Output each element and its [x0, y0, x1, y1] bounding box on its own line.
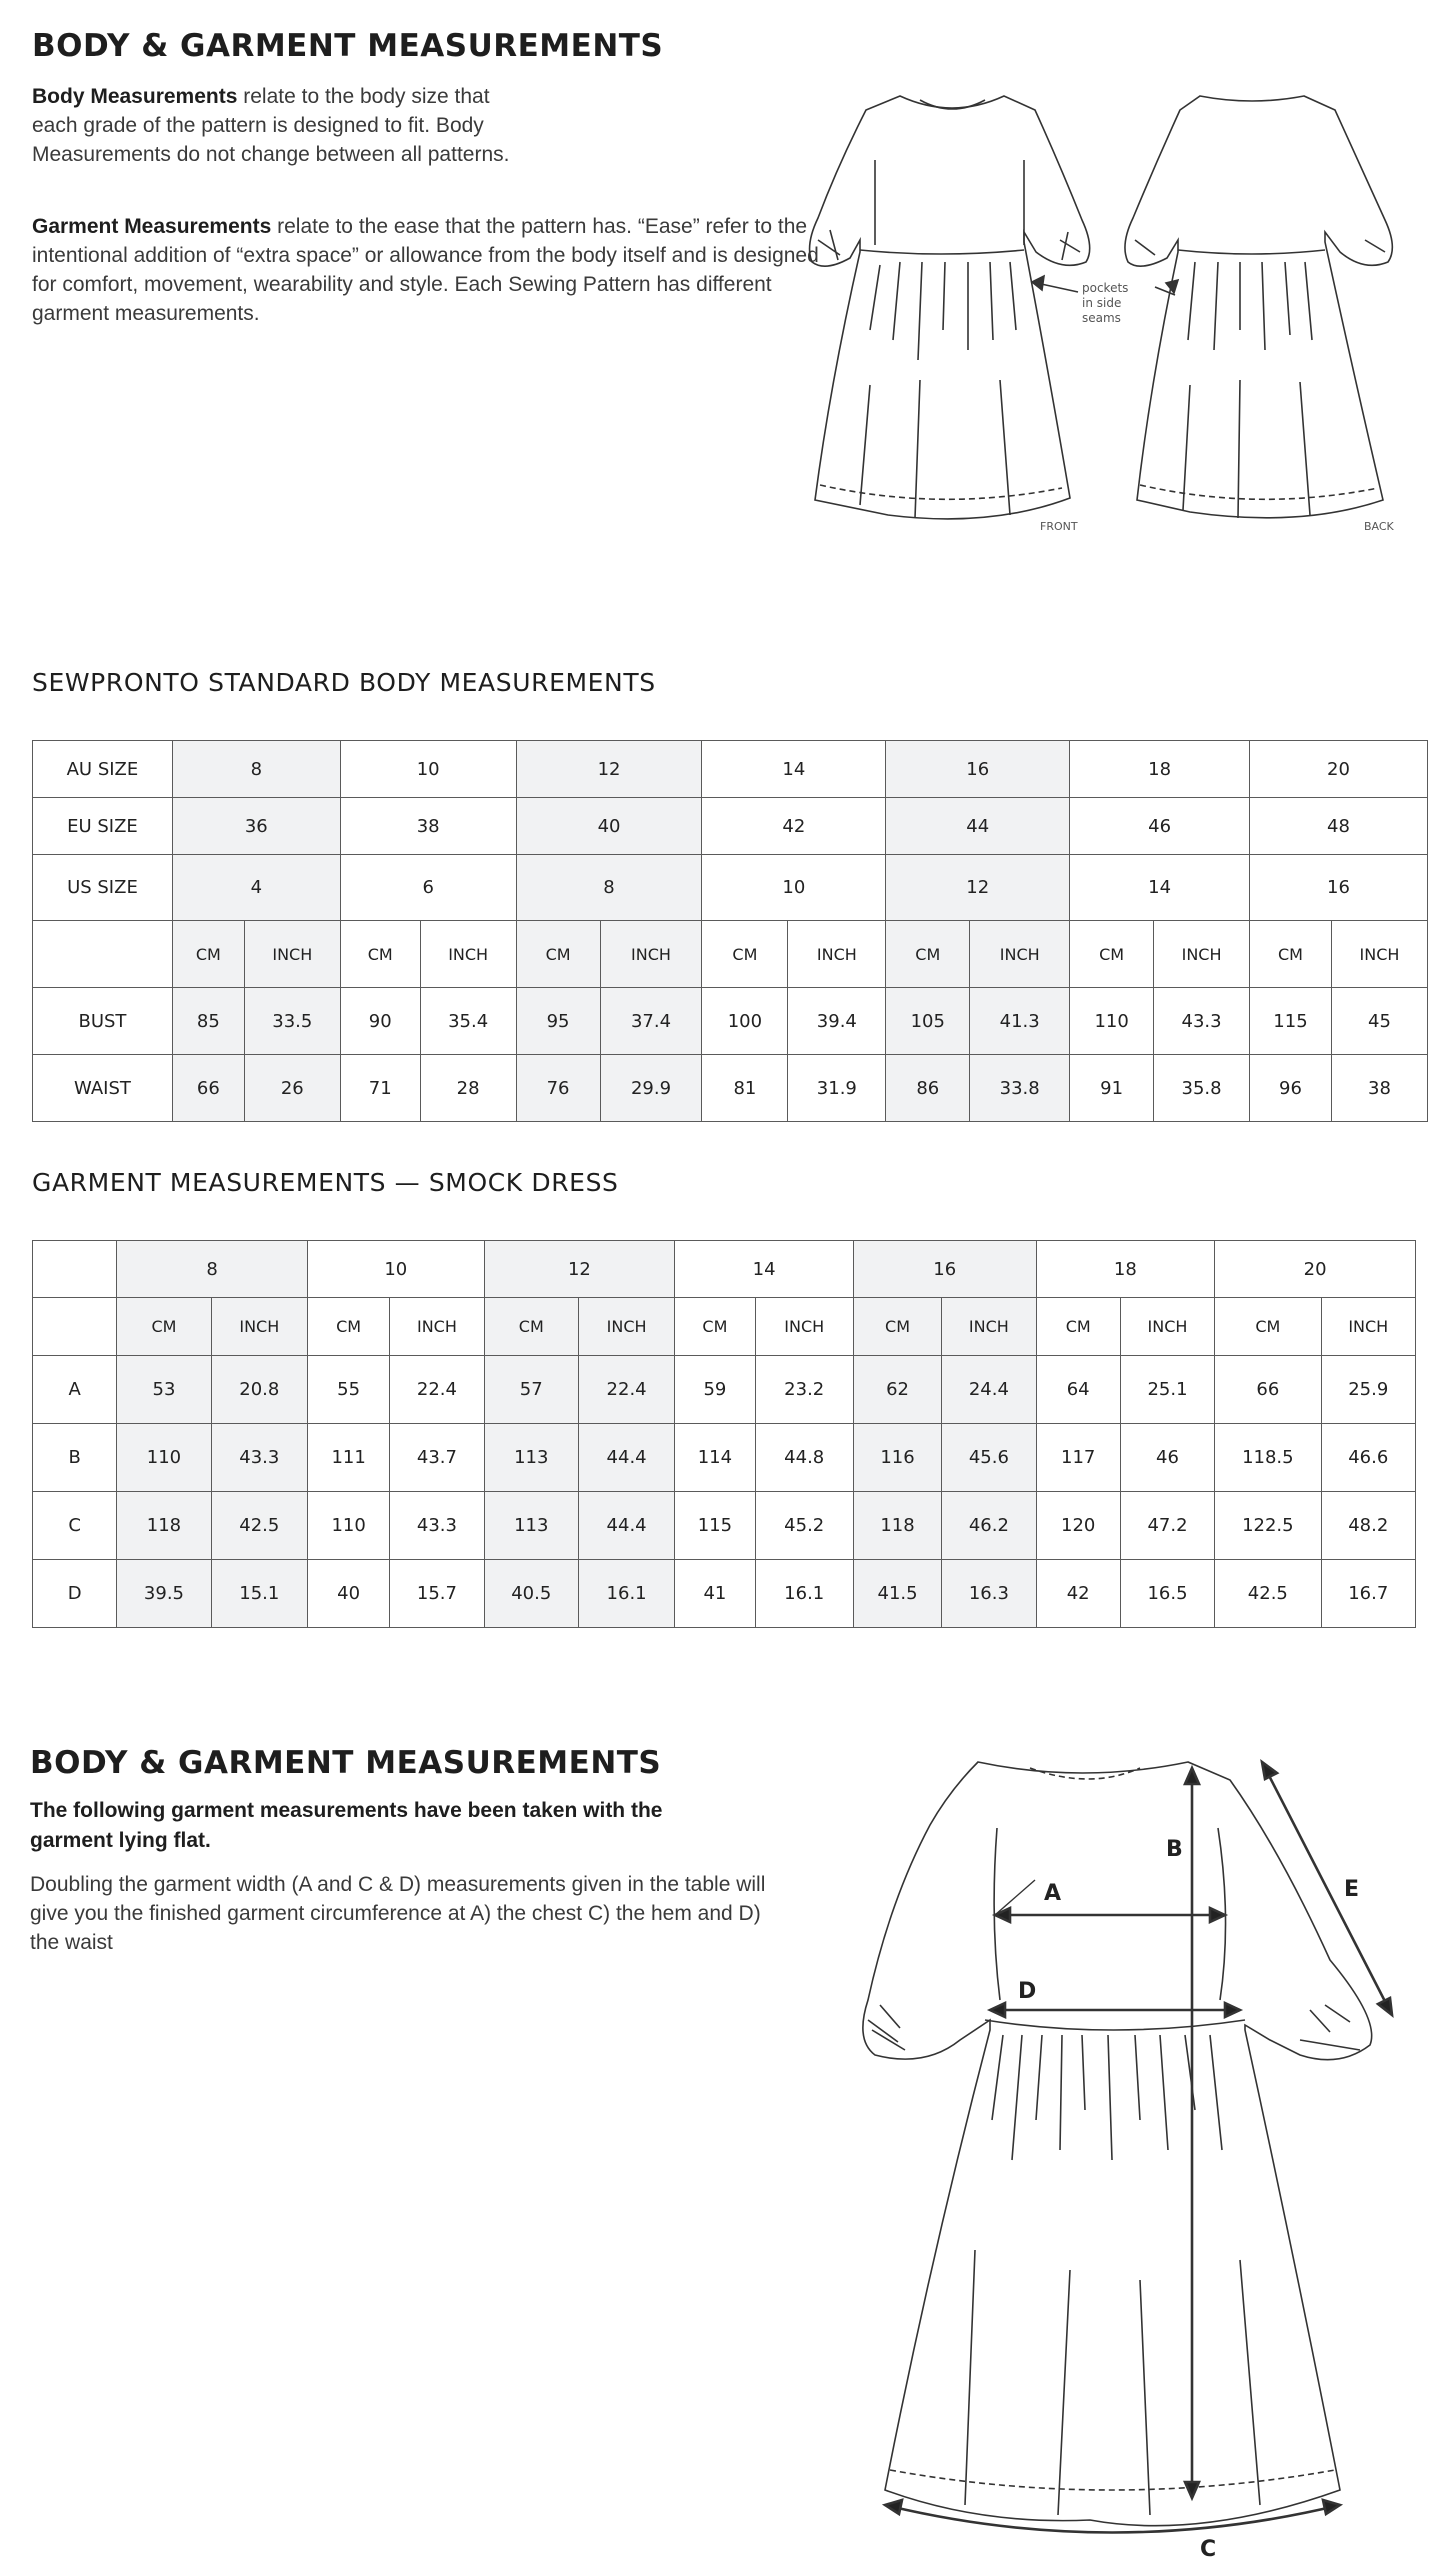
- value-cell: 114: [675, 1424, 755, 1492]
- unit-cm: CM: [117, 1298, 211, 1356]
- table-row: [33, 855, 1428, 921]
- waist-inch-cell: 31.9: [788, 1055, 886, 1122]
- body-measurements-label: Body Measurements: [32, 85, 238, 108]
- bust-label: BUST: [33, 988, 173, 1055]
- table-row: [33, 741, 1428, 798]
- us-size-cell: 14: [1070, 855, 1250, 921]
- size-header: 10: [307, 1241, 484, 1298]
- au-size-label: AU SIZE: [33, 741, 173, 798]
- bust-inch-cell: 33.5: [244, 988, 340, 1055]
- unit-cm: CM: [675, 1298, 755, 1356]
- waist-cm-cell: 76: [516, 1055, 600, 1122]
- measure-line-c: [885, 2500, 1340, 2533]
- value-cell: 62: [853, 1356, 941, 1424]
- unit-inch: INCH: [244, 921, 340, 988]
- au-size-cell: 8: [172, 741, 340, 798]
- value-cell: 44.8: [755, 1424, 853, 1492]
- unit-cm: CM: [853, 1298, 941, 1356]
- value-cell: 16.5: [1120, 1560, 1214, 1628]
- bust-inch-cell: 45: [1331, 988, 1427, 1055]
- eu-size-cell: 44: [886, 798, 1070, 855]
- value-cell: 46.6: [1321, 1424, 1415, 1492]
- bust-cm-cell: 100: [702, 988, 788, 1055]
- waist-inch-cell: 26: [244, 1055, 340, 1122]
- value-cell: 22.4: [578, 1356, 674, 1424]
- value-cell: 46: [1120, 1424, 1214, 1492]
- value-cell: 25.1: [1120, 1356, 1214, 1424]
- unit-inch: INCH: [1120, 1298, 1214, 1356]
- unit-inch: INCH: [578, 1298, 674, 1356]
- waist-inch-cell: 33.8: [970, 1055, 1070, 1122]
- value-cell: 23.2: [755, 1356, 853, 1424]
- body-measurements-table: [32, 740, 1428, 1122]
- unit-inch: INCH: [942, 1298, 1036, 1356]
- measure-line-b: [1185, 1768, 1199, 2498]
- unit-cm: CM: [1215, 1298, 1321, 1356]
- us-size-cell: 6: [340, 855, 516, 921]
- value-cell: 118.5: [1215, 1424, 1321, 1492]
- waist-cm-cell: 71: [340, 1055, 420, 1122]
- label-b: B: [1166, 1837, 1183, 1862]
- waist-cm-cell: 91: [1070, 1055, 1154, 1122]
- row-label-b: B: [33, 1424, 117, 1492]
- value-cell: 120: [1036, 1492, 1120, 1560]
- section-title-bottom: BODY & GARMENT MEASUREMENTS: [30, 1745, 662, 1781]
- back-label: BACK: [1364, 520, 1394, 533]
- value-cell: 47.2: [1120, 1492, 1214, 1560]
- value-cell: 57: [484, 1356, 578, 1424]
- value-cell: 122.5: [1215, 1492, 1321, 1560]
- size-header: 20: [1215, 1241, 1416, 1298]
- value-cell: 42.5: [211, 1492, 307, 1560]
- bust-inch-cell: 39.4: [788, 988, 886, 1055]
- value-cell: 15.1: [211, 1560, 307, 1628]
- bust-cm-cell: 110: [1070, 988, 1154, 1055]
- value-cell: 66: [1215, 1356, 1321, 1424]
- bust-cm-cell: 90: [340, 988, 420, 1055]
- body-measurements-paragraph: [32, 82, 512, 169]
- unit-cm: CM: [516, 921, 600, 988]
- us-size-label: US SIZE: [33, 855, 173, 921]
- unit-inch: INCH: [390, 1298, 484, 1356]
- size-header: 12: [484, 1241, 675, 1298]
- table-row: [33, 1055, 1428, 1122]
- flat-lying-note: The following garment measurements have been taken with the garment lying flat.: [30, 1799, 663, 1852]
- value-cell: 59: [675, 1356, 755, 1424]
- unit-inch: INCH: [211, 1298, 307, 1356]
- bust-inch-cell: 37.4: [600, 988, 702, 1055]
- label-e: E: [1344, 1877, 1360, 1902]
- unit-cm: CM: [307, 1298, 389, 1356]
- value-cell: 24.4: [942, 1356, 1036, 1424]
- value-cell: 41: [675, 1560, 755, 1628]
- eu-size-label: EU SIZE: [33, 798, 173, 855]
- body-table-title: SEWPRONTO STANDARD BODY MEASUREMENTS: [32, 668, 656, 697]
- value-cell: 53: [117, 1356, 211, 1424]
- au-size-cell: 12: [516, 741, 702, 798]
- dress-front-back-illustration: [800, 80, 1420, 550]
- us-size-cell: 4: [172, 855, 340, 921]
- au-size-cell: 20: [1250, 741, 1428, 798]
- unit-inch: INCH: [1154, 921, 1250, 988]
- table-row: [33, 1424, 1416, 1492]
- table-row: [33, 798, 1428, 855]
- table-row: [33, 1241, 1416, 1298]
- value-cell: 42: [1036, 1560, 1120, 1628]
- value-cell: 46.2: [942, 1492, 1036, 1560]
- eu-size-cell: 38: [340, 798, 516, 855]
- value-cell: 113: [484, 1492, 578, 1560]
- unit-cm: CM: [172, 921, 244, 988]
- table-row: [33, 1356, 1416, 1424]
- value-cell: 48.2: [1321, 1492, 1415, 1560]
- us-size-cell: 12: [886, 855, 1070, 921]
- us-size-cell: 8: [516, 855, 702, 921]
- label-a: A: [1044, 1881, 1062, 1906]
- bust-cm-cell: 85: [172, 988, 244, 1055]
- au-size-cell: 16: [886, 741, 1070, 798]
- table-row: [33, 921, 1428, 988]
- eu-size-cell: 48: [1250, 798, 1428, 855]
- value-cell: 16.3: [942, 1560, 1036, 1628]
- value-cell: 41.5: [853, 1560, 941, 1628]
- size-header: 14: [675, 1241, 854, 1298]
- size-header: 8: [117, 1241, 308, 1298]
- value-cell: 40: [307, 1560, 389, 1628]
- eu-size-cell: 40: [516, 798, 702, 855]
- pocket-note-line1: pockets: [1082, 281, 1129, 295]
- unit-inch: INCH: [1331, 921, 1427, 988]
- value-cell: 110: [117, 1424, 211, 1492]
- bust-cm-cell: 105: [886, 988, 970, 1055]
- measure-line-d: [990, 2003, 1240, 2017]
- garment-measurements-text: relate to the ease that the pattern has. “Ease” refer to the intentional addition of “extra space” or allowance from the body itself and is designed for comfort, movement, wearability and style. Each Sewing Pattern has different garment measurements.: [32, 215, 819, 325]
- waist-cm-cell: 86: [886, 1055, 970, 1122]
- value-cell: 43.3: [211, 1424, 307, 1492]
- value-cell: 117: [1036, 1424, 1120, 1492]
- table-row: [33, 1298, 1416, 1356]
- garment-measurements-label: Garment Measurements: [32, 215, 272, 238]
- value-cell: 40.5: [484, 1560, 578, 1628]
- waist-cm-cell: 66: [172, 1055, 244, 1122]
- waist-cm-cell: 81: [702, 1055, 788, 1122]
- value-cell: 111: [307, 1424, 389, 1492]
- table-row: [33, 1492, 1416, 1560]
- unit-cm: CM: [340, 921, 420, 988]
- waist-inch-cell: 35.8: [1154, 1055, 1250, 1122]
- value-cell: 43.3: [390, 1492, 484, 1560]
- back-dress-drawing: [1125, 96, 1392, 518]
- measured-dress-drawing: [863, 1762, 1372, 2526]
- value-cell: 44.4: [578, 1424, 674, 1492]
- bust-inch-cell: 41.3: [970, 988, 1070, 1055]
- unit-cm: CM: [1250, 921, 1332, 988]
- value-cell: 45.2: [755, 1492, 853, 1560]
- value-cell: 110: [307, 1492, 389, 1560]
- garment-measurements-paragraph: [32, 212, 832, 328]
- value-cell: 55: [307, 1356, 389, 1424]
- unit-inch: INCH: [1321, 1298, 1415, 1356]
- value-cell: 22.4: [390, 1356, 484, 1424]
- measured-dress-illustration: [840, 1720, 1400, 2562]
- value-cell: 16.1: [578, 1560, 674, 1628]
- eu-size-cell: 46: [1070, 798, 1250, 855]
- empty-cell: [33, 921, 173, 988]
- eu-size-cell: 36: [172, 798, 340, 855]
- unit-inch: INCH: [420, 921, 516, 988]
- garment-table-title: GARMENT MEASUREMENTS — SMOCK DRESS: [32, 1168, 619, 1197]
- unit-cm: CM: [702, 921, 788, 988]
- front-label: FRONT: [1040, 520, 1078, 533]
- value-cell: 43.7: [390, 1424, 484, 1492]
- eu-size-cell: 42: [702, 798, 886, 855]
- value-cell: 113: [484, 1424, 578, 1492]
- garment-measurements-table: [32, 1240, 1416, 1628]
- unit-inch: INCH: [600, 921, 702, 988]
- unit-cm: CM: [1036, 1298, 1120, 1356]
- row-label-c: C: [33, 1492, 117, 1560]
- measure-line-a: [995, 1880, 1225, 1922]
- value-cell: 39.5: [117, 1560, 211, 1628]
- measure-line-e: [1262, 1762, 1392, 2015]
- us-size-cell: 10: [702, 855, 886, 921]
- table-row: [33, 988, 1428, 1055]
- empty-cell: [33, 1241, 117, 1298]
- empty-cell: [33, 1298, 117, 1356]
- waist-inch-cell: 29.9: [600, 1055, 702, 1122]
- value-cell: 118: [853, 1492, 941, 1560]
- pocket-arrow-back: [1155, 280, 1178, 295]
- bust-inch-cell: 43.3: [1154, 988, 1250, 1055]
- value-cell: 115: [675, 1492, 755, 1560]
- value-cell: 116: [853, 1424, 941, 1492]
- value-cell: 118: [117, 1492, 211, 1560]
- unit-inch: INCH: [755, 1298, 853, 1356]
- front-dress-drawing: [810, 96, 1090, 519]
- unit-cm: CM: [484, 1298, 578, 1356]
- au-size-cell: 10: [340, 741, 516, 798]
- value-cell: 25.9: [1321, 1356, 1415, 1424]
- bust-inch-cell: 35.4: [420, 988, 516, 1055]
- unit-cm: CM: [886, 921, 970, 988]
- value-cell: 64: [1036, 1356, 1120, 1424]
- unit-inch: INCH: [788, 921, 886, 988]
- us-size-cell: 16: [1250, 855, 1428, 921]
- label-c: C: [1200, 2537, 1217, 2562]
- bust-cm-cell: 95: [516, 988, 600, 1055]
- value-cell: 16.1: [755, 1560, 853, 1628]
- label-d: D: [1018, 1979, 1037, 2004]
- value-cell: 16.7: [1321, 1560, 1415, 1628]
- au-size-cell: 18: [1070, 741, 1250, 798]
- value-cell: 42.5: [1215, 1560, 1321, 1628]
- unit-inch: INCH: [970, 921, 1070, 988]
- waist-inch-cell: 38: [1331, 1055, 1427, 1122]
- size-header: 18: [1036, 1241, 1215, 1298]
- au-size-cell: 14: [702, 741, 886, 798]
- body-measurements-text: relate to the body size that each grade of the pattern is designed to fit. Body Measurements do not change between all patterns.: [32, 85, 510, 166]
- waist-cm-cell: 96: [1250, 1055, 1332, 1122]
- bust-cm-cell: 115: [1250, 988, 1332, 1055]
- pocket-note-line2: in side: [1082, 296, 1122, 310]
- waist-label: WAIST: [33, 1055, 173, 1122]
- row-label-d: D: [33, 1560, 117, 1628]
- value-cell: 45.6: [942, 1424, 1036, 1492]
- pocket-note-line3: seams: [1082, 311, 1121, 325]
- row-label-a: A: [33, 1356, 117, 1424]
- doubling-note: Doubling the garment width (A and C & D) measurements given in the table will give you the finished garment circumference at A) the chest C) the hem and D) the waist: [30, 1873, 766, 1954]
- value-cell: 15.7: [390, 1560, 484, 1628]
- pocket-arrow: [1032, 276, 1078, 292]
- value-cell: 44.4: [578, 1492, 674, 1560]
- unit-cm: CM: [1070, 921, 1154, 988]
- value-cell: 20.8: [211, 1356, 307, 1424]
- waist-inch-cell: 28: [420, 1055, 516, 1122]
- section-title-top: BODY & GARMENT MEASUREMENTS: [32, 28, 664, 64]
- table-row: [33, 1560, 1416, 1628]
- size-header: 16: [853, 1241, 1036, 1298]
